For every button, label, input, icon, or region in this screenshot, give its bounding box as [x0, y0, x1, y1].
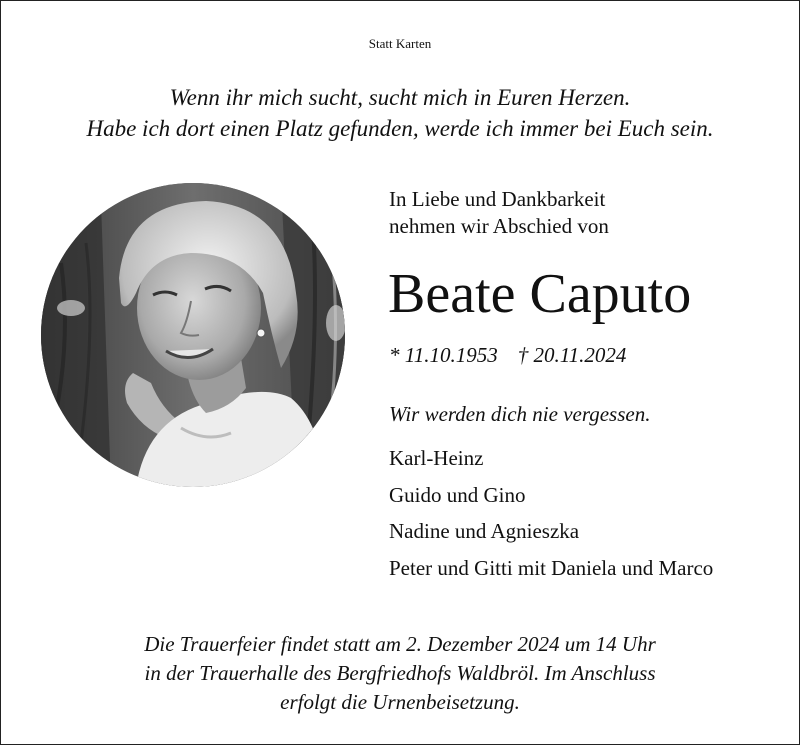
portrait-illustration — [41, 183, 345, 487]
mourner-entry: Karl-Heinz — [389, 446, 484, 470]
mourner-entry: Guido und Gino — [389, 482, 526, 507]
mourner-entry: Nadine und Agnieszka — [389, 519, 580, 543]
ceremony-info — [0, 630, 800, 717]
poem-line: Habe ich dort einen Platz gefunden, werde ich immer bei Euch sein. — [86, 116, 714, 141]
death-date: † 20.11.2024 — [517, 343, 627, 367]
poem-line: Wenn ihr mich sucht, sucht mich in Euren Herzen. — [169, 85, 631, 110]
intro-text — [389, 186, 609, 240]
ceremony-line: in der Trauerhalle des Bergfriedhofs Waldbröl. Im Anschluss — [144, 661, 656, 685]
intro-line: In Liebe und Dankbarkeit — [389, 187, 606, 211]
portrait-photo — [41, 183, 345, 487]
poem — [0, 82, 800, 144]
mourners-list — [389, 440, 713, 586]
ceremony-line: erfolgt die Urnenbeisetzung. — [280, 690, 520, 714]
ceremony-line: Die Trauerfeier findet statt am 2. Dezember 2024 um 14 Uhr — [144, 632, 656, 656]
life-dates — [389, 343, 626, 368]
deceased-name: Beate Caputo — [388, 263, 692, 325]
farewell-line: Wir werden dich nie vergessen. — [389, 402, 651, 426]
birth-date: * 11.10.1953 — [389, 343, 498, 367]
header-note: Statt Karten — [368, 36, 432, 51]
intro-line: nehmen wir Abschied von — [389, 214, 609, 238]
mourner-entry: Peter und Gitti mit Daniela und Marco — [389, 555, 714, 580]
